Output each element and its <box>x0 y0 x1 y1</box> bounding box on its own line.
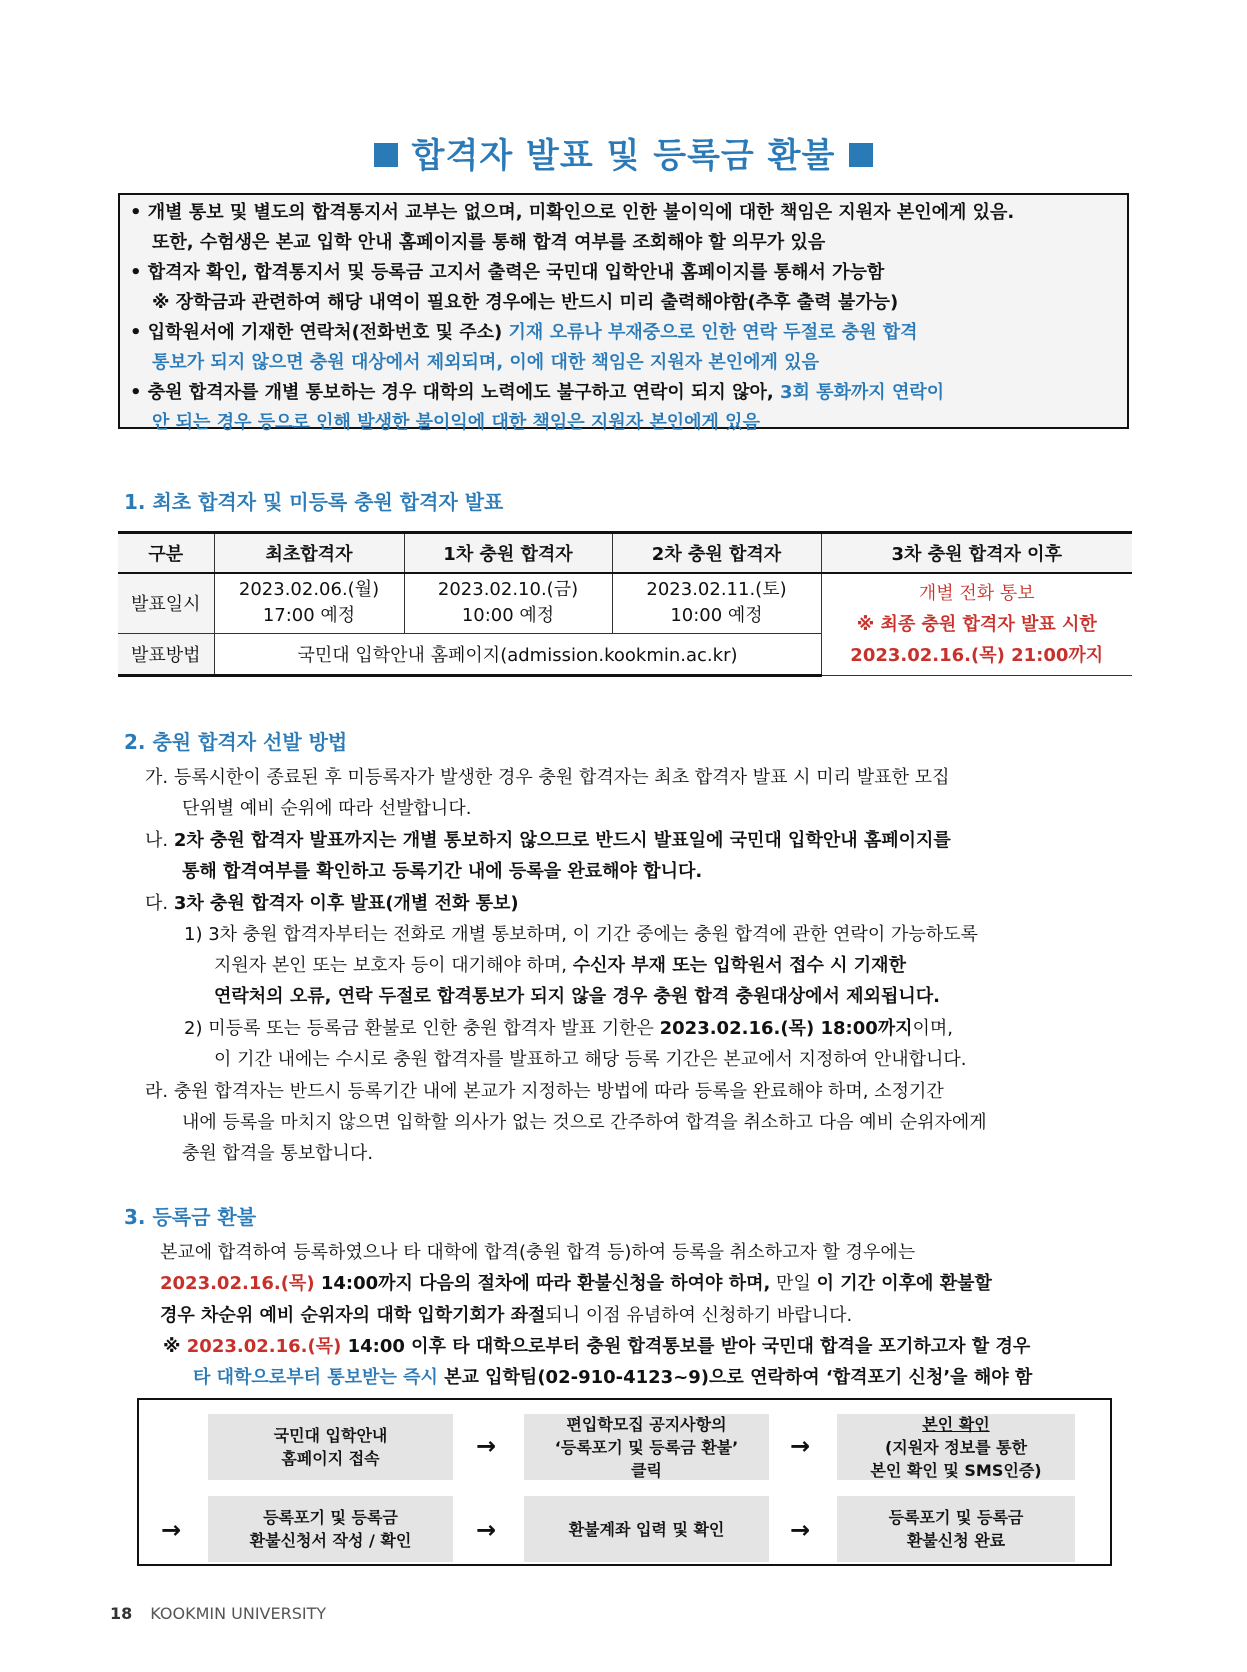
notice-box <box>118 193 1129 433</box>
flow-step-6: 등록포기 및 등록금 환불신청 완료 <box>837 1496 1075 1562</box>
paragraph-line: 타 대학으로부터 통보받는 즉시 본교 입학팀(02-910-4123~9)으로 연락하여 ‘합격포기 신청’을 해야 함 <box>193 1367 1033 1388</box>
paragraph-line: ※ 2023.02.16.(목) 14:00 이후 타 대학으로부터 충원 합격통보를 받아 국민대 합격을 포기하고자 할 경우 <box>163 1336 1031 1357</box>
notice-line: • 개별 통보 및 별도의 합격통지서 교부는 없으며, 미확인으로 인한 불이익에 대한 책임은 지원자 본인에게 있음. <box>130 202 1015 223</box>
page-title: 합격자 발표 및 등록금 환불 <box>0 128 1247 177</box>
table-header-row <box>118 533 1132 574</box>
square-bullet-icon <box>849 143 873 167</box>
notice-line: • 충원 합격자를 개별 통보하는 경우 대학의 노력에도 불구하고 연락이 되지 않아, 3회 통화까지 연락이 <box>130 382 945 403</box>
paragraph-line: 1) 3차 충원 합격자부터는 전화로 개별 통보하며, 이 기간 중에는 충원 합격에 관한 연락이 가능하도록 <box>184 924 978 945</box>
table-cell: 2023.02.11.(토) 10:00 예정 <box>612 573 821 633</box>
announcement-table <box>118 531 1132 677</box>
notice-line: • 합격자 확인, 합격통지서 및 등록금 고지서 출력은 국민대 입학안내 홈페이지를 통해서 가능함 <box>130 262 885 283</box>
paragraph-line: 나. 2차 충원 합격자 발표까지는 개별 통보하지 않으므로 반드시 발표일에 국민대 입학안내 홈페이지를 <box>145 830 951 851</box>
column-header: 2차 충원 합격자 <box>612 533 821 574</box>
notice-line: 통보가 되지 않으면 충원 대상에서 제외되며, 이에 대한 책임은 지원자 본인에게 있음 <box>152 352 819 373</box>
page-footer <box>110 1604 326 1623</box>
column-header: 구분 <box>118 533 214 574</box>
square-bullet-icon <box>374 143 398 167</box>
paragraph-line: 2) 미등록 또는 등록금 환불로 인한 충원 합격자 발표 기한은 2023.02.16.(목) 18:00까지이며, <box>184 1018 954 1039</box>
paragraph-line: 다. 3차 충원 합격자 이후 발표(개별 전화 통보) <box>145 893 519 914</box>
section3-heading: 3. 등록금 환불 <box>124 1205 257 1229</box>
table-row <box>118 573 1132 633</box>
notice-line: 또한, 수험생은 본교 입학 안내 홈페이지를 통해 합격 여부를 조회해야 할 의무가 있음 <box>152 232 826 253</box>
table-cell: 개별 전화 통보 ※ 최종 충원 합격자 발표 시한 2023.02.16.(목) 21:00까지 <box>821 573 1132 675</box>
arrow-right-icon: → <box>790 1432 811 1460</box>
arrow-right-icon: → <box>476 1516 497 1544</box>
paragraph-line: 가. 등록시한이 종료된 후 미등록자가 발생한 경우 충원 합격자는 최초 합격자 발표 시 미리 발표한 모집 <box>145 767 950 788</box>
paragraph-line: 충원 합격을 통보합니다. <box>182 1143 374 1164</box>
paragraph-line: 본교에 합격하여 등록하였으나 타 대학에 합격(충원 합격 등)하여 등록을 취소하고자 할 경우에는 <box>160 1242 916 1263</box>
paragraph-line: 통해 합격여부를 확인하고 등록기간 내에 등록을 완료해야 합니다. <box>182 861 703 882</box>
paragraph-line: 연락처의 오류, 연락 두절로 합격통보가 되지 않을 경우 충원 합격 충원대상에서 제외됩니다. <box>214 986 940 1007</box>
paragraph-line: 2023.02.16.(목) 14:00까지 다음의 절차에 따라 환불신청을 하여야 하며, 만일 이 기간 이후에 환불할 <box>160 1273 992 1294</box>
column-header: 3차 충원 합격자 이후 <box>821 533 1132 574</box>
section2-heading: 2. 충원 합격자 선발 방법 <box>124 730 348 754</box>
flow-step-1: 국민대 입학안내 홈페이지 접속 <box>208 1414 453 1480</box>
flow-step-2: 편입학모집 공지사항의 ‘등록포기 및 등록금 환불’ 클릭 <box>524 1414 769 1480</box>
page-number: 18 <box>110 1604 133 1623</box>
arrow-right-icon: → <box>476 1432 497 1460</box>
column-header: 1차 충원 합격자 <box>404 533 612 574</box>
table-cell: 2023.02.06.(월) 17:00 예정 <box>214 573 404 633</box>
table-cell: 2023.02.10.(금) 10:00 예정 <box>404 573 612 633</box>
row-label: 발표일시 <box>118 573 214 633</box>
row-label: 발표방법 <box>118 633 214 675</box>
section1-heading: 1. 최초 합격자 및 미등록 충원 합격자 발표 <box>124 490 504 514</box>
notice-line: 안 되는 경우 등으로 인해 발생한 불이익에 대한 책임은 지원자 본인에게 있음 <box>152 412 760 433</box>
refund-procedure-flow <box>137 1398 1112 1566</box>
notice-line: ※ 장학금과 관련하여 해당 내역이 필요한 경우에는 반드시 미리 출력해야함(추후 출력 불가능) <box>152 292 899 313</box>
flow-step-4: 등록포기 및 등록금 환불신청서 작성 / 확인 <box>208 1496 453 1562</box>
column-header: 최초합격자 <box>214 533 404 574</box>
paragraph-line: 경우 차순위 예비 순위자의 대학 입학기회가 좌절되니 이점 유념하여 신청하기 바랍니다. <box>160 1305 853 1326</box>
paragraph-line: 지원자 본인 또는 보호자 등이 대기해야 하며, 수신자 부재 또는 입학원서 접수 시 기재한 <box>214 955 906 976</box>
flow-step-5: 환불계좌 입력 및 확인 <box>524 1496 769 1562</box>
paragraph-line: 단위별 예비 순위에 따라 선발합니다. <box>182 798 472 819</box>
paragraph-line: 내에 등록을 마치지 않으면 입학할 의사가 없는 것으로 간주하여 합격을 취소하고 다음 예비 순위자에게 <box>182 1112 987 1133</box>
flow-step-3: 본인 확인 (지원자 정보를 통한 본인 확인 및 SMS인증) <box>837 1414 1075 1480</box>
arrow-right-icon: → <box>161 1516 182 1544</box>
arrow-right-icon: → <box>790 1516 811 1544</box>
paragraph-line: 라. 충원 합격자는 반드시 등록기간 내에 본교가 지정하는 방법에 따라 등록을 완료해야 하며, 소정기간 <box>145 1081 944 1102</box>
paragraph-line: 이 기간 내에는 수시로 충원 합격자를 발표하고 해당 등록 기간은 본교에서 지정하여 안내합니다. <box>214 1049 967 1070</box>
table-cell: 국민대 입학안내 홈페이지(admission.kookmin.ac.kr) <box>214 633 821 675</box>
university-name: KOOKMIN UNIVERSITY <box>150 1604 327 1623</box>
notice-line: • 입학원서에 기재한 연락처(전화번호 및 주소) 기재 오류나 부재중으로 인한 연락 두절로 충원 합격 <box>130 322 918 343</box>
